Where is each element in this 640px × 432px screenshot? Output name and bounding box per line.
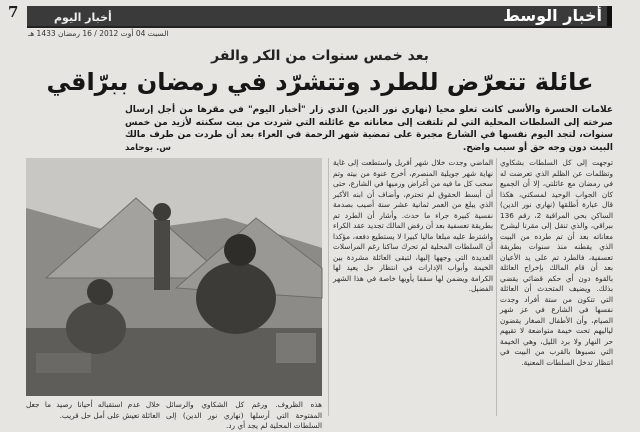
article-headline: عائلة تتعرّض للطرد وتتشرّد في رمضان ببرّاقي: [46, 68, 594, 96]
dateline: السبت 04 أوت 2012 / 16 رمضان 1433 هـ: [28, 29, 169, 38]
column-divider: [496, 158, 497, 416]
article-byline: س. بوحامد: [125, 143, 171, 153]
article-column-2: الماضي وجدت خلال شهر أفريل واستطعت إلى غاية نهاية شهر جويلية المنصرم، أخرج عنوة من بيته وتم سحب كل ما فيه من أغراض ورميها في الشارع، حتى أن أبسط الحقوق لم تحترم، وأضاف أن ابنه الأكبر الذي يبلغ من العمر ثمانية عشر سنة أصيب بصدمة نفسية كبيرة جراء ما حدث. وأشار أن الطرد تم بطريقة تعسفية بعد أن رفض المالك تجديد عقد الكراء واشترط عليه مبلغا ماليا كبيرا لا يستطيع دفعه، مؤكدا أن السلطات المحلية لم تحرك ساكنا رغم المراسلات العديدة التي وجهها إليها، لتبقى العائلة مشردة بين الخيمة وأبواب الإدارات في انتظار حل يعيد لها الكرامة ويضمن لها سقفا يأويها خاصة في هذا الشهر الفضيل.: [333, 158, 493, 293]
article-column-1: توجهت إلى كل السلطات بشكاوي وتظلمات عن الظلم الذي تعرضت له في رمضان مع عائلتي، إلا أن الجميع كان الجواب الوحيد لمسكني، هكذا قال عبارة أطلقها (نهاري نور الدين) الساكن بحي المراقبة 2، رقم 136 ببراقي، والذي تنقل إلى مقرنا ليشرح معاناته بعد أن تم طرده من البيت الذي يقطنه منذ سنوات بطريقة تعسفية، فالطرد تم على يد الأعيان بعد أن قام المالك بإخراج العائلة بالقوة دون أي حكم قضائي يقضي بذلك. ويضيف المتحدث أن العائلة التي تتكون من ستة أفراد وجدت نفسها في الشارع في عز شهر الصيام، وأن الأطفال الصغار يقضون لياليهم تحت خيمة متواضعة لا تقيهم حر النهار ولا برد الليل، وهي الخيمة التي نصبوها بالقرب من البيت في انتظار تدخل السلطات المعنية.: [500, 158, 613, 367]
article-lead: علامات الحسرة والأسى كانت تعلو محيا (نهاري نور الدين) الذي زار "أخبار اليوم" في مقرها من أجل إرسال صرخته إلى السلطات المحلية التي لم تلتفت إلى معاناته مع عائلته التي شردت من بيت سكنته لأزيد من خمس سنوات، لتجد اليوم نفسها في الشارع مجبرة على تمضية شهر الرحمة في العراء بعد أن طردت من طرف مالك البيت دون وجه حق أو سبب واضح.: [125, 105, 613, 153]
page-number: 7: [8, 3, 19, 21]
article-column-3: هذه الظروف. ورغم كل الشكاوي والرسائل المفتوحة التي أرسلها (نهاري نور الدين) إلى السلطات المحلية لم يجد أي رد.: [166, 400, 322, 430]
masthead-logo: أخبار اليوم: [54, 11, 112, 24]
article-kicker: بعد خمس سنوات من الكر والفر: [211, 48, 429, 64]
article-column-4: خلال عدم استقباله أحيانا رصيد ما جعل العائلة تعيش على أمل حل قريب.: [26, 400, 160, 420]
column-divider: [328, 158, 329, 416]
section-title: أخبار الوسط: [503, 6, 602, 25]
article-photo: [26, 158, 322, 396]
photo-illustration: [26, 158, 322, 396]
section-banner: [27, 6, 612, 28]
banner-accent: [607, 6, 612, 26]
